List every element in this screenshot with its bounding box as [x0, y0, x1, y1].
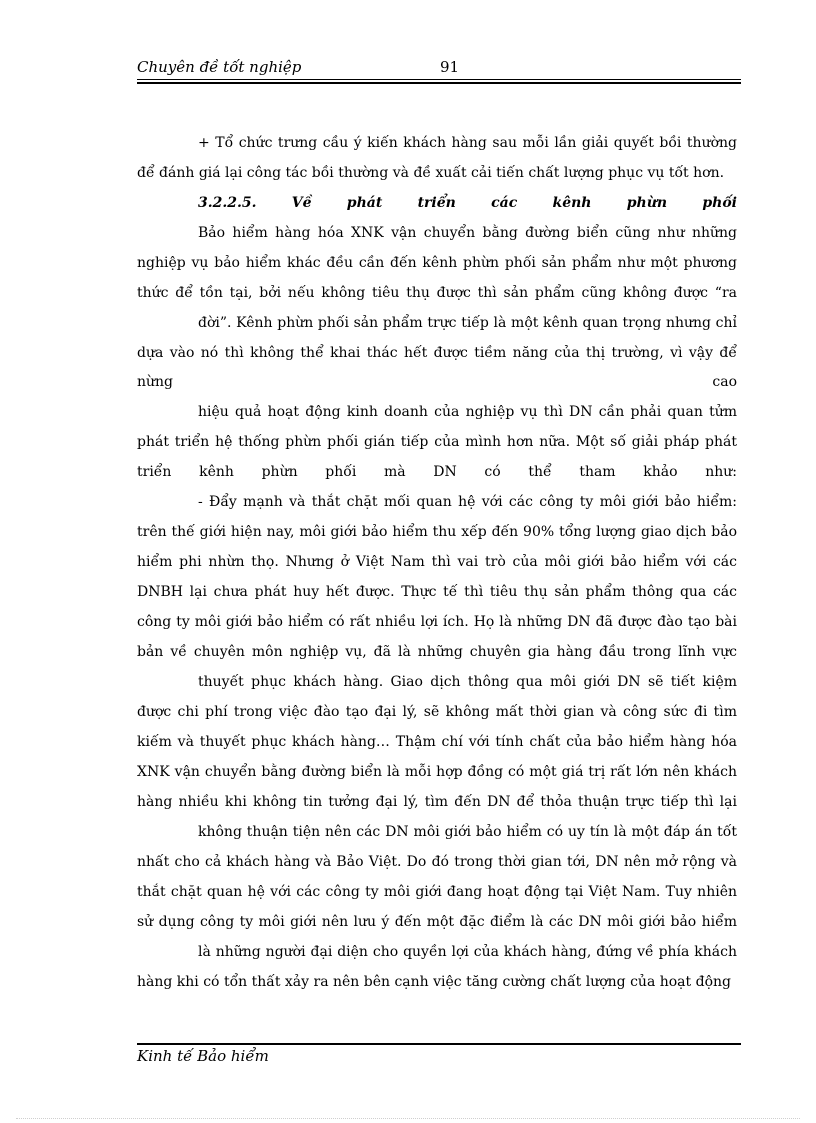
header-title: Chuyên đề tốt nghiệp	[137, 58, 302, 76]
section-heading: 3.2.2.5. Về phát triển các kênh phừn phối	[198, 195, 737, 211]
text-line: DNBH lại chưa phát huy hết được. Thực tế thì tiêu thụ sản phẩm thông qua các	[137, 584, 737, 600]
text-line: trên thế giới hiện nay, môi giới bảo hiểm thu xếp đến 90% tổng lượng giao dịch bảo	[137, 524, 737, 540]
text-line: kiếm và thuyết phục khách hàng… Thậm chí với tính chất của bảo hiểm hàng hóa	[137, 734, 737, 750]
text-line: đời”. Kênh phừn phối sản phẩm trực tiếp là một kênh quan trọng nhưng chỉ	[198, 315, 737, 331]
text-line: hàng nhiều khi không tin tưởng đại lý, tìm đến DN để thỏa thuận trực tiếp thì lại	[137, 794, 737, 810]
text-line: thắt chặt quan hệ với các công ty môi giới đang hoạt động tại Việt Nam. Tuy nhiên	[137, 884, 737, 900]
text-line: là những người đại diện cho quyền lợi của khách hàng, đứng về phía khách	[198, 944, 737, 960]
text-word: cao	[712, 374, 737, 390]
text-line: hiểm phi nhừn thọ. Nhưng ở Việt Nam thì vai trò của môi giới bảo hiểm với các	[137, 554, 737, 570]
text-line: để đánh giá lại công tác bồi thường và đề xuất cải tiến chất lượng phục vụ tốt hơn.	[137, 165, 725, 181]
text-line: Bảo hiểm hàng hóa XNK vận chuyển bằng đường biển cũng như những	[198, 225, 737, 241]
text-line: sử dụng công ty môi giới nên lưu ý đến một đặc điểm là các DN môi giới bảo hiểm	[137, 914, 737, 930]
header-rule	[137, 79, 741, 80]
text-word: nừng	[137, 374, 174, 390]
text-line: hàng khi có tổn thất xảy ra nên bên cạnh việc tăng cường chất lượng của hoạt động	[137, 974, 731, 990]
text-line: + Tổ chức trưng cầu ý kiến khách hàng sau mỗi lần giải quyết bồi thường	[198, 135, 737, 151]
text-line: XNK vận chuyển bằng đường biển là mỗi hợp đồng có một giá trị rất lớn nên khách	[137, 764, 737, 780]
footer-rule	[137, 1043, 741, 1045]
text-line	[137, 372, 737, 392]
text-line: - Đẩy mạnh và thắt chặt mối quan hệ với các công ty môi giới bảo hiểm:	[198, 494, 737, 510]
text-line: dựa vào nó thì không thể khai thác hết được tiềm năng của thị trường, vì vậy để	[137, 345, 737, 361]
text-line: thức để tồn tại, bởi nếu không tiêu thụ được thì sản phẩm cũng không được “ra	[137, 285, 737, 301]
header-rule-thick	[137, 82, 741, 84]
text-line: được chi phí trong việc đào tạo đại lý, sẽ không mất thời gian và công sức đi tìm	[137, 704, 737, 720]
text-line: công ty môi giới bảo hiểm có rất nhiều lợi ích. Họ là những DN đã được đào tạo bài	[137, 614, 737, 630]
text-line: hiệu quả hoạt động kinh doanh của nghiệp vụ thì DN cần phải quan tửm	[198, 404, 737, 420]
footer-text: Kinh tế Bảo hiểm	[137, 1047, 269, 1065]
text-line: triển kênh phừn phối mà DN có thể tham khảo như:	[137, 464, 737, 480]
text-line: nghiệp vụ bảo hiểm khác đều cần đến kênh phừn phối sản phẩm như một phương	[137, 255, 737, 271]
text-line: nhất cho cả khách hàng và Bảo Việt. Do đó trong thời gian tới, DN nên mở rộng và	[137, 854, 737, 870]
page-header	[137, 58, 741, 80]
text-line: không thuận tiện nên các DN môi giới bảo hiểm có uy tín là một đáp án tốt	[198, 824, 737, 840]
text-line: phát triển hệ thống phừn phối gián tiếp của mình hơn nữa. Một số giải pháp phát	[137, 434, 737, 450]
page-number: 91	[440, 58, 460, 76]
text-line: bản về chuyên môn nghiệp vụ, đã là những chuyên gia hàng đầu trong lĩnh vực	[137, 644, 737, 660]
text-line: thuyết phục khách hàng. Giao dịch thông qua môi giới DN sẽ tiết kiệm	[198, 674, 737, 690]
page-edge-dotted-line	[16, 1118, 800, 1119]
